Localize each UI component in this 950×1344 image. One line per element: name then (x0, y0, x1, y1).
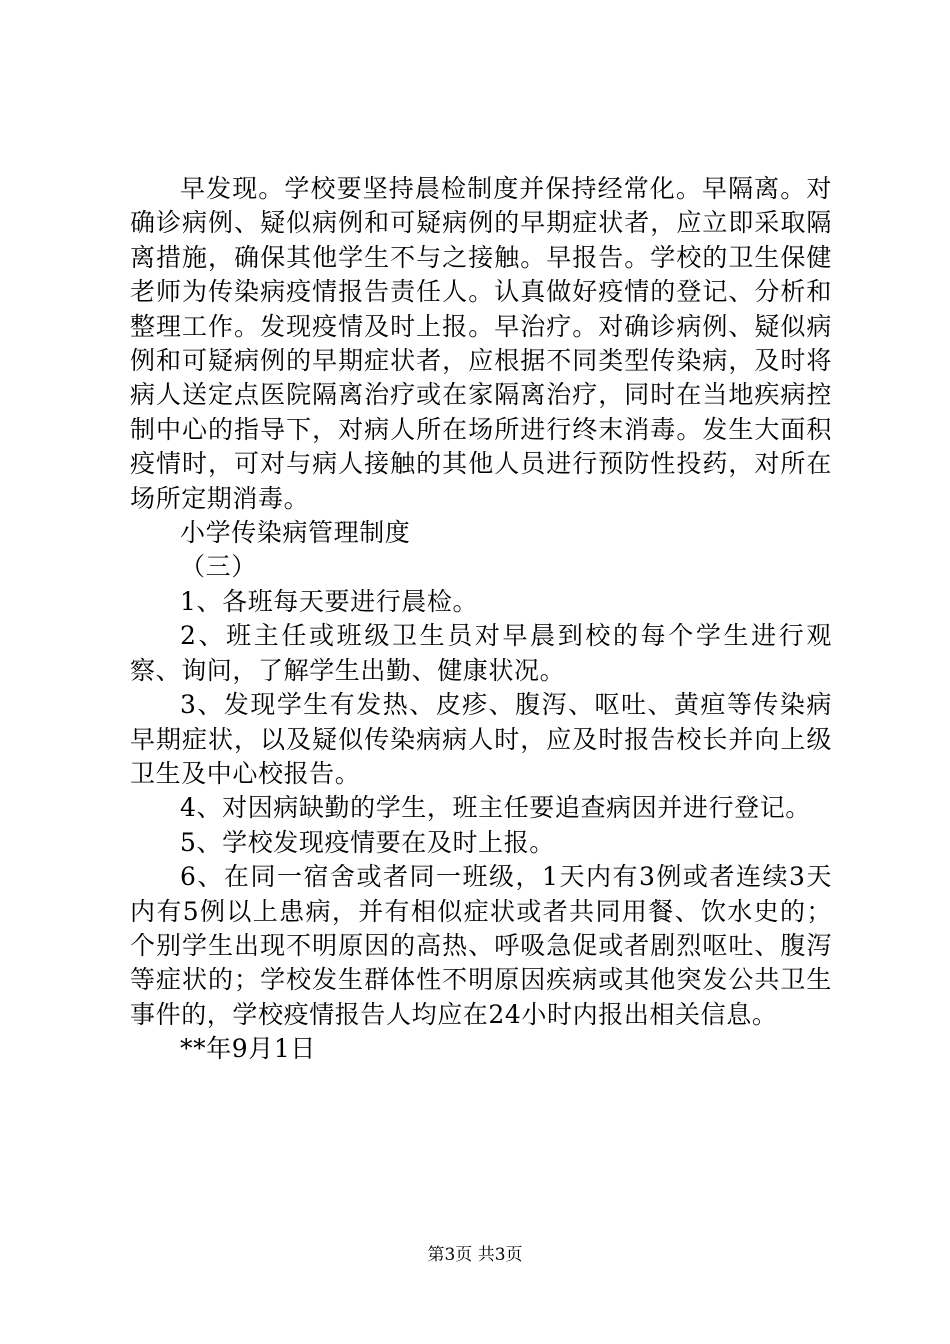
section-title: 小学传染病管理制度 (180, 518, 411, 548)
rule-item-6: 6、在同一宿舍或者同一班级，1天内有3例或者连续3天内有5例以上患病，并有相似症状或者共同用餐、饮水史的；个别学生出现不明原因的高热、呼吸急促或者剧烈呕吐、腹泻等症状的；学校发生群体性不明原因疾病或其他突发公共卫生事件的，学校疫情报告人均应在24小时内报出相关信息。 (130, 862, 832, 1029)
paragraph-early-measures: 早发现。学校要坚持晨检制度并保持经常化。早隔离。对确诊病例、疑似病例和可疑病例的早期症状者，应立即采取隔离措施，确保其他学生不与之接触。早报告。学校的卫生保健老师为传染病疫情报告责任人。认真做好疫情的登记、分析和整理工作。发现疫情及时上报。早治疗。对确诊病例、疑似病例和可疑病例的早期症状者，应根据不同类型传染病，及时将病人送定点医院隔离治疗或在家隔离治疗，同时在当地疾病控制中心的指导下，对病人所在场所进行终末消毒。发生大面积疫情时，可对与病人接触的其他人员进行预防性投药，对所在场所定期消毒。 (130, 174, 832, 513)
page-footer: 第3页 共3页 (427, 1245, 523, 1265)
rule-item-2: 2、班主任或班级卫生员对早晨到校的每个学生进行观察、询问，了解学生出勤、健康状况。 (130, 621, 832, 685)
rule-item-5: 5、学校发现疫情要在及时上报。 (180, 827, 555, 857)
rule-item-3: 3、发现学生有发热、皮疹、腹泻、呕吐、黄疸等传染病早期症状，以及疑似传染病病人时，应及时报告校长并向上级卫生及中心校报告。 (130, 690, 832, 788)
rule-item-1: 1、各班每天要进行晨检。 (180, 586, 479, 616)
document-body (130, 172, 832, 1067)
section-number: （三） (180, 552, 257, 582)
document-date: **年9月1日 (180, 1034, 317, 1064)
rule-item-4: 4、对因病缺勤的学生，班主任要追查病因并进行登记。 (180, 793, 811, 823)
